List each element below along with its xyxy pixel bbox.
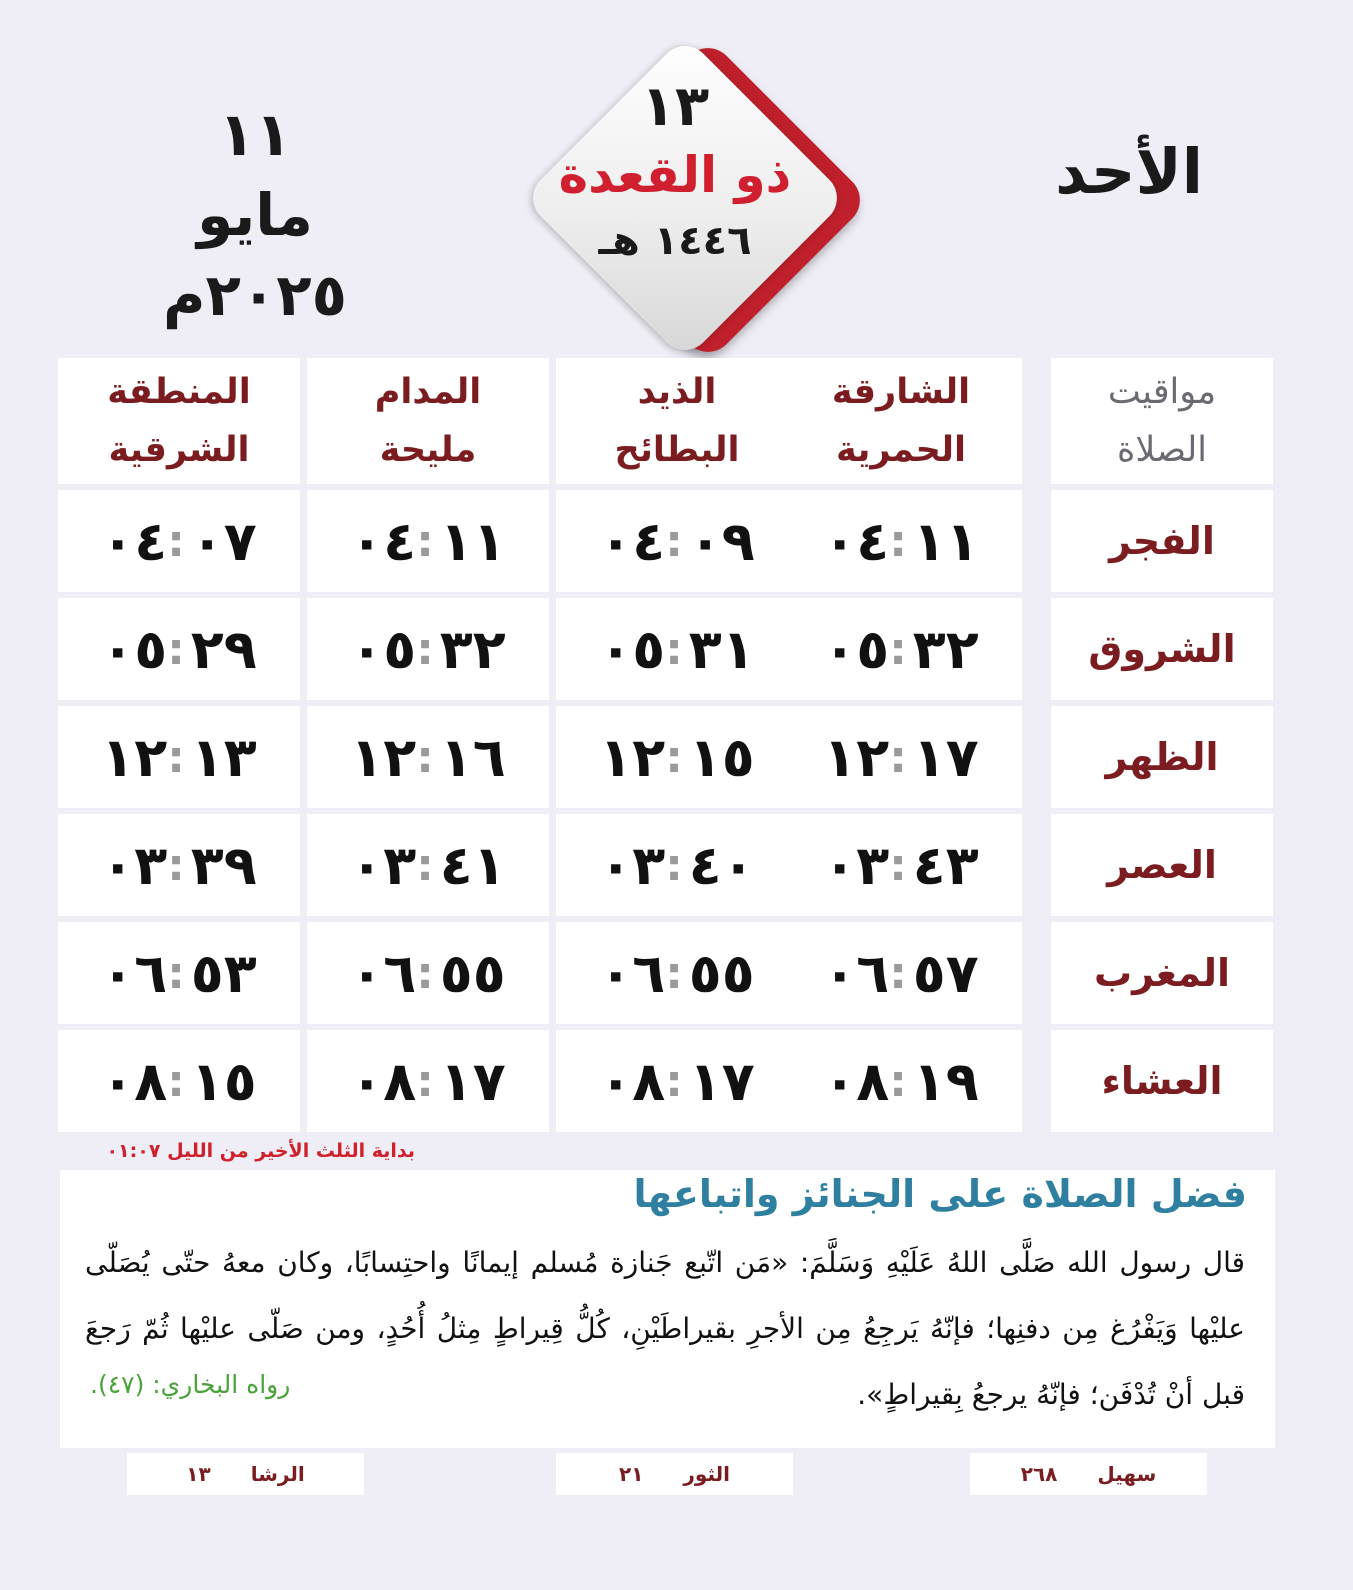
star-value: ١٣ — [186, 1462, 211, 1486]
prayer-time-cell — [58, 706, 300, 808]
time-hours: ٠٣ — [350, 833, 417, 897]
time-minutes: ٣١ — [688, 617, 755, 681]
time-hours: ٠٨ — [350, 1049, 417, 1113]
time-hours: ٠٦ — [101, 941, 168, 1005]
prayer-name-cell: العشاء — [1051, 1030, 1273, 1132]
star-suhail — [970, 1453, 1207, 1495]
hijri-text — [490, 75, 860, 271]
time-hours: ٠٣ — [599, 833, 666, 897]
star-value: ٢٦٨ — [1020, 1462, 1058, 1486]
time-separator: : — [889, 731, 913, 783]
time-hours: ٠٨ — [599, 1049, 666, 1113]
gregorian-month: مايو — [197, 181, 313, 249]
star-name: الرشا — [250, 1462, 305, 1486]
time-separator: : — [167, 623, 191, 675]
hadith-box — [60, 1170, 1275, 1448]
prayer-time-cell — [307, 1030, 549, 1132]
time-minutes: ٥٣ — [190, 941, 257, 1005]
time-minutes: ١٧ — [688, 1049, 755, 1113]
region-header-cell — [556, 358, 798, 484]
time-separator: : — [665, 623, 689, 675]
time-minutes: ١٧ — [439, 1049, 506, 1113]
time-separator: : — [416, 1055, 440, 1107]
prayer-name-cell: الظهر — [1051, 706, 1273, 808]
hijri-month: ذو القعدة — [558, 146, 792, 204]
time-hours: ٠٦ — [350, 941, 417, 1005]
prayer-time-cell — [307, 706, 549, 808]
prayer-time-cell — [780, 922, 1022, 1024]
prayer-time-cell — [780, 706, 1022, 808]
time-minutes: ١٣ — [190, 725, 257, 789]
prayer-time-cell — [556, 814, 798, 916]
time-minutes: ٣٩ — [190, 833, 257, 897]
star-value: ٢١ — [619, 1462, 644, 1486]
prayer-name-cell: العصر — [1051, 814, 1273, 916]
time-separator: : — [889, 1055, 913, 1107]
time-hours: ٠٣ — [823, 833, 890, 897]
region-name-line: الشرقية — [108, 430, 250, 470]
time-hours: ٠٥ — [350, 617, 417, 681]
time-separator: : — [167, 731, 191, 783]
time-hours: ٠٣ — [101, 833, 168, 897]
header-label-line: الصلاة — [1117, 430, 1207, 470]
time-hours: ٠٤ — [823, 509, 890, 573]
time-minutes: ٥٧ — [912, 941, 979, 1005]
prayer-time-cell — [556, 922, 798, 1024]
region-name-line: المنطقة — [107, 372, 251, 412]
hadith-text: قال رسول الله صَلَّى اللهُ عَلَيْهِ وَسَلَّمَ: «مَن اتّبع جَنازة مُسلم إيمانًا واحتِسابًا، وكان معهُ حتّى يُصَلّى عليْها وَيَفْرُغ مِن دفنِها؛ فإنّهُ يَرجِعُ مِن الأجرِ بقيراطَيْنِ، كُلُّ قِيراطٍ مِثلُ أُحُدٍ، ومن صَلّى عليْها ثُمّ رَجعَ قبل أنْ تُدْفَن؛ فإنّهُ يرجعُ بِقيراطٍ». — [85, 1246, 1245, 1411]
time-hours: ٠٨ — [823, 1049, 890, 1113]
time-separator: : — [665, 1055, 689, 1107]
time-minutes: ٠٩ — [688, 509, 755, 573]
prayer-time-cell — [307, 598, 549, 700]
time-hours: ٠٥ — [101, 617, 168, 681]
region-name-line: المدام — [374, 372, 482, 412]
prayer-time-cell — [307, 922, 549, 1024]
prayer-time-cell — [780, 1030, 1022, 1132]
time-minutes: ٤٠ — [688, 833, 755, 897]
time-hours: ١٢ — [823, 725, 890, 789]
time-separator: : — [416, 623, 440, 675]
time-minutes: ٢٩ — [190, 617, 257, 681]
star-thawr — [556, 1453, 793, 1495]
time-minutes: ١٦ — [439, 725, 506, 789]
region-name-line: البطائح — [614, 430, 740, 470]
time-separator: : — [416, 731, 440, 783]
time-minutes: ٥٥ — [439, 941, 506, 1005]
prayer-time-cell — [58, 922, 300, 1024]
star-name: الثور — [683, 1462, 731, 1486]
gregorian-day: ١١ — [218, 100, 292, 170]
time-hours: ٠٤ — [599, 509, 666, 573]
time-separator: : — [889, 947, 913, 999]
time-minutes: ١١ — [912, 509, 979, 573]
time-minutes: ٥٥ — [688, 941, 755, 1005]
region-header-cell — [780, 358, 1022, 484]
time-separator: : — [416, 839, 440, 891]
prayer-name-cell: المغرب — [1051, 922, 1273, 1024]
time-minutes: ٤٣ — [912, 833, 979, 897]
time-hours: ١٢ — [101, 725, 168, 789]
region-name-line: مليحة — [379, 430, 477, 470]
time-hours: ٠٥ — [823, 617, 890, 681]
header-label-line: مواقيت — [1107, 372, 1217, 412]
region-header-cell — [58, 358, 300, 484]
hijri-year: ١٤٤٦ هـ — [598, 218, 752, 264]
header-label-cell — [1051, 358, 1273, 484]
prayer-time-cell — [556, 598, 798, 700]
hadith-title: فضل الصلاة على الجنائز واتباعها — [633, 1172, 1247, 1216]
prayer-time-cell — [307, 490, 549, 592]
time-hours: ١٢ — [350, 725, 417, 789]
prayer-time-cell — [556, 706, 798, 808]
prayer-time-cell — [780, 598, 1022, 700]
last-third-of-night: بداية الثلث الأخير من الليل ٠١:٠٧ — [106, 1140, 415, 1162]
time-separator: : — [665, 731, 689, 783]
time-minutes: ٣٢ — [439, 617, 506, 681]
region-name-line: الحمرية — [836, 430, 966, 470]
time-separator: : — [665, 947, 689, 999]
time-separator: : — [416, 947, 440, 999]
star-rasha — [127, 1453, 364, 1495]
prayer-name-cell: الشروق — [1051, 598, 1273, 700]
time-minutes: ١٩ — [912, 1049, 979, 1113]
time-minutes: ١٥ — [190, 1049, 257, 1113]
prayer-time-cell — [58, 598, 300, 700]
time-minutes: ٣٢ — [912, 617, 979, 681]
time-minutes: ١٧ — [912, 725, 979, 789]
time-separator: : — [665, 515, 689, 567]
prayer-time-cell — [58, 1030, 300, 1132]
time-minutes: ٠٧ — [190, 509, 257, 573]
region-name-line: الذيد — [637, 372, 717, 412]
gregorian-year: ٢٠٢٥م — [162, 261, 348, 329]
time-separator: : — [167, 839, 191, 891]
time-minutes: ٤١ — [439, 833, 506, 897]
time-separator: : — [665, 839, 689, 891]
time-separator: : — [167, 947, 191, 999]
time-separator: : — [416, 515, 440, 567]
hijri-day: ١٣ — [640, 74, 710, 139]
prayer-name-cell: الفجر — [1051, 490, 1273, 592]
prayer-time-cell — [780, 490, 1022, 592]
time-separator: : — [167, 515, 191, 567]
time-hours: ٠٦ — [823, 941, 890, 1005]
time-separator: : — [167, 1055, 191, 1107]
prayer-time-cell — [556, 490, 798, 592]
time-hours: ٠٨ — [101, 1049, 168, 1113]
hadith-source: رواه البخاري: (٤٧). — [90, 1370, 291, 1399]
region-name-line: الشارقة — [831, 372, 971, 412]
prayer-time-cell — [307, 814, 549, 916]
gregorian-date — [120, 95, 390, 335]
time-hours: ١٢ — [599, 725, 666, 789]
time-hours: ٠٤ — [101, 509, 168, 573]
time-separator: : — [889, 515, 913, 567]
time-separator: : — [889, 623, 913, 675]
prayer-time-cell — [58, 814, 300, 916]
hijri-date-badge — [490, 45, 870, 355]
prayer-time-cell — [556, 1030, 798, 1132]
star-name: سهيل — [1097, 1462, 1157, 1486]
time-hours: ٠٥ — [599, 617, 666, 681]
time-minutes: ١١ — [439, 509, 506, 573]
time-minutes: ١٥ — [688, 725, 755, 789]
prayer-time-cell — [58, 490, 300, 592]
region-header-cell — [307, 358, 549, 484]
time-hours: ٠٦ — [599, 941, 666, 1005]
prayer-time-cell — [780, 814, 1022, 916]
time-separator: : — [889, 839, 913, 891]
day-name: الأحد — [1055, 135, 1203, 208]
time-hours: ٠٤ — [350, 509, 417, 573]
